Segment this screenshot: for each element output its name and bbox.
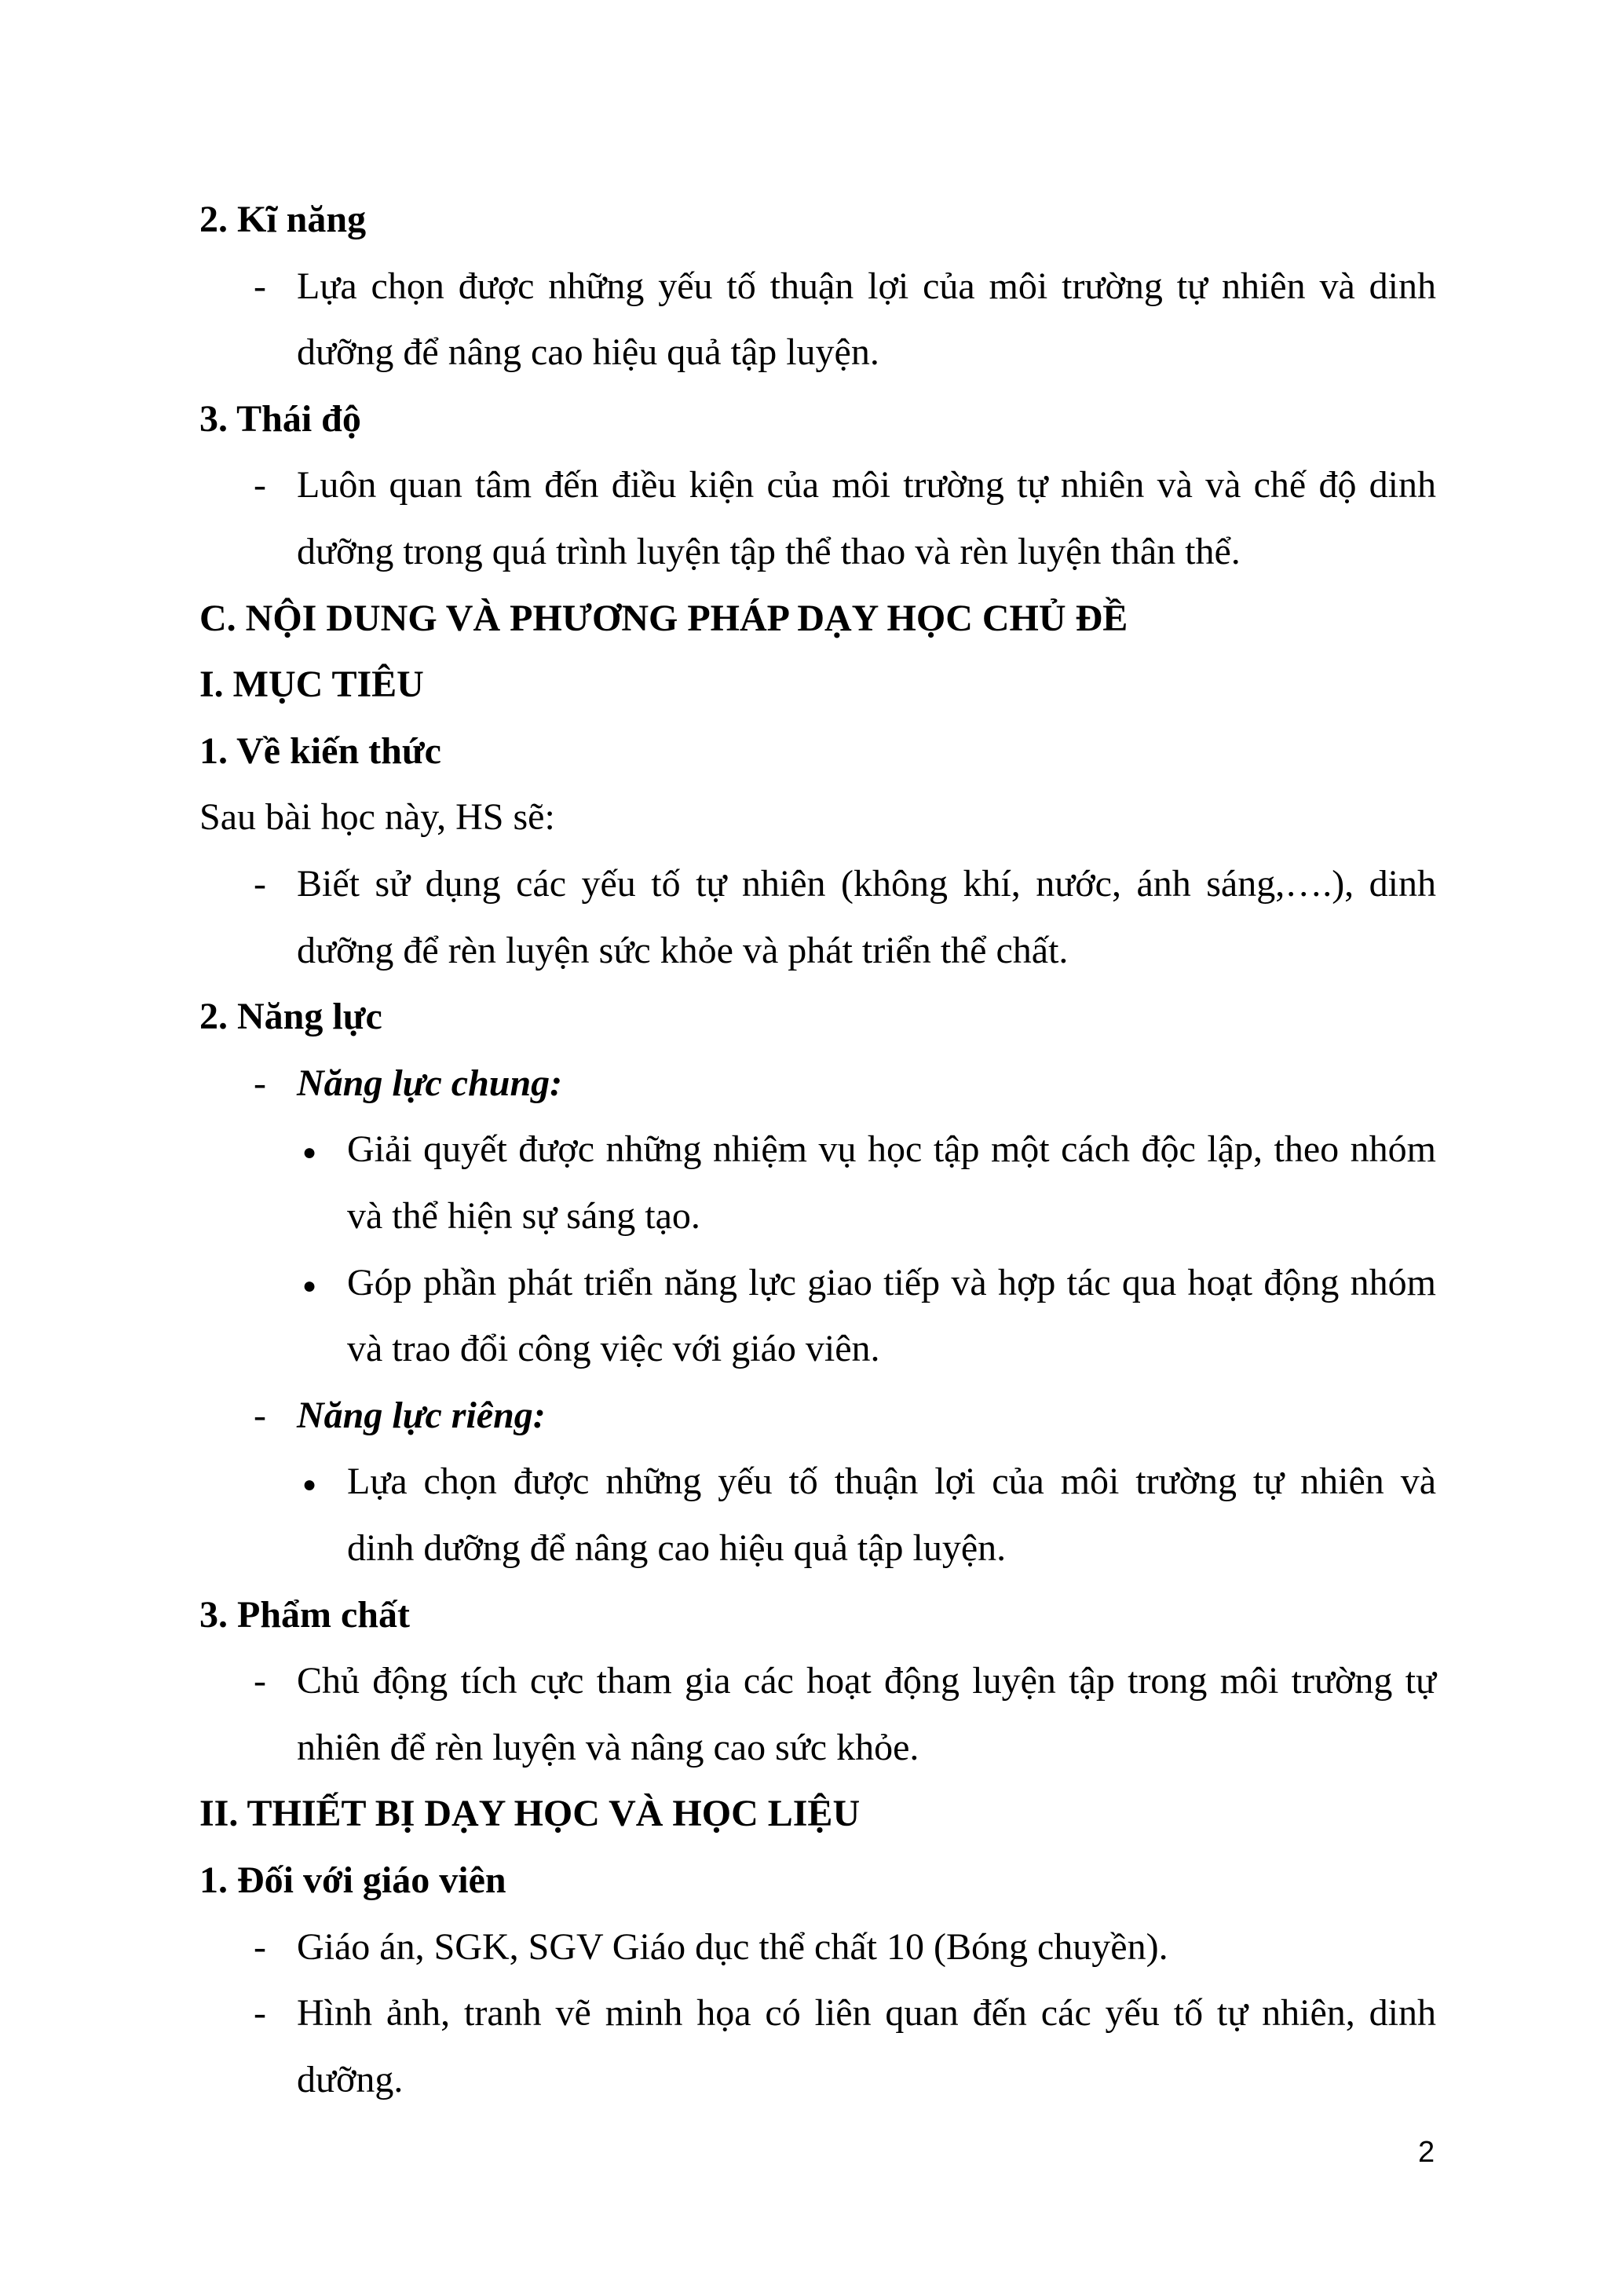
list-item-line: Hình ảnh, tranh vẽ minh họa có liên quan đến các yếu tố tự nhiên, dinh xyxy=(297,1992,1436,2035)
section-heading: 2. Kĩ năng xyxy=(199,199,367,240)
bullet-icon: ● xyxy=(302,1272,317,1299)
list-item-continuation: dưỡng. xyxy=(297,2058,404,2100)
paragraph-line: Sau bài học này, HS sẽ: xyxy=(199,796,555,839)
section-heading: 1. Đối với giáo viên xyxy=(199,1859,506,1901)
dash-marker: - xyxy=(254,1062,266,1104)
section-heading: II. THIẾT BỊ DẠY HỌC VÀ HỌC LIỆU xyxy=(199,1793,861,1835)
dash-marker: - xyxy=(254,464,266,506)
section-heading: 3. Phẩm chất xyxy=(199,1593,410,1636)
section-heading: C. NỘI DUNG VÀ PHƯƠNG PHÁP DẠY HỌC CHỦ ĐỀ xyxy=(199,597,1128,639)
list-item-continuation: dưỡng để nâng cao hiệu quả tập luyện. xyxy=(297,331,879,374)
list-item-continuation: dưỡng để rèn luyện sức khỏe và phát triển thể chất. xyxy=(297,929,1069,971)
bullet-icon: ● xyxy=(302,1139,317,1166)
section-heading: I. MỤC TIÊU xyxy=(199,664,424,706)
list-item-line: Luôn quan tâm đến điều kiện của môi trường tự nhiên và và chế độ dinh xyxy=(297,464,1436,506)
bullet-item-continuation: và thể hiện sự sáng tạo. xyxy=(347,1195,700,1237)
bullet-item-line: Góp phần phát triển năng lực giao tiếp và hợp tác qua hoạt động nhóm xyxy=(347,1261,1436,1303)
subheading-italic: Năng lực chung: xyxy=(297,1062,563,1104)
page-number: 2 xyxy=(1418,2136,1435,2169)
section-heading: 1. Về kiến thức xyxy=(199,729,441,772)
list-item-continuation: dưỡng trong quá trình luyện tập thể thao và rèn luyện thân thể. xyxy=(297,531,1241,572)
dash-marker: - xyxy=(254,863,266,905)
dash-marker: - xyxy=(254,1925,266,1968)
dash-marker: - xyxy=(254,1992,266,2035)
bullet-item-line: Giải quyết được những nhiệm vụ học tập một cách độc lập, theo nhóm xyxy=(347,1128,1436,1171)
list-item-line: Lựa chọn được những yếu tố thuận lợi của môi trường tự nhiên và dinh xyxy=(297,265,1436,307)
bullet-item-continuation: dinh dưỡng để nâng cao hiệu quả tập luyện. xyxy=(347,1527,1007,1569)
list-item-line: Biết sử dụng các yếu tố tự nhiên (không khí, nước, ánh sáng,….), dinh xyxy=(297,863,1436,905)
bullet-item-line: Lựa chọn được những yếu tố thuận lợi của môi trường tự nhiên và xyxy=(347,1461,1436,1503)
list-item-line: Chủ động tích cực tham gia các hoạt động luyện tập trong môi trường tự xyxy=(297,1660,1436,1702)
subheading-italic: Năng lực riêng: xyxy=(297,1394,546,1436)
section-heading: 2. Năng lực xyxy=(199,996,382,1038)
list-item-line: Giáo án, SGK, SGV Giáo dục thể chất 10 (Bóng chuyền). xyxy=(297,1925,1168,1968)
list-item-continuation: nhiên để rèn luyện và nâng cao sức khỏe. xyxy=(297,1726,919,1768)
dash-marker: - xyxy=(254,1660,266,1702)
bullet-icon: ● xyxy=(302,1472,317,1498)
section-heading: 3. Thái độ xyxy=(199,397,361,440)
dash-marker: - xyxy=(254,265,266,307)
dash-marker: - xyxy=(254,1394,266,1436)
bullet-item-continuation: và trao đổi công việc với giáo viên. xyxy=(347,1328,880,1370)
